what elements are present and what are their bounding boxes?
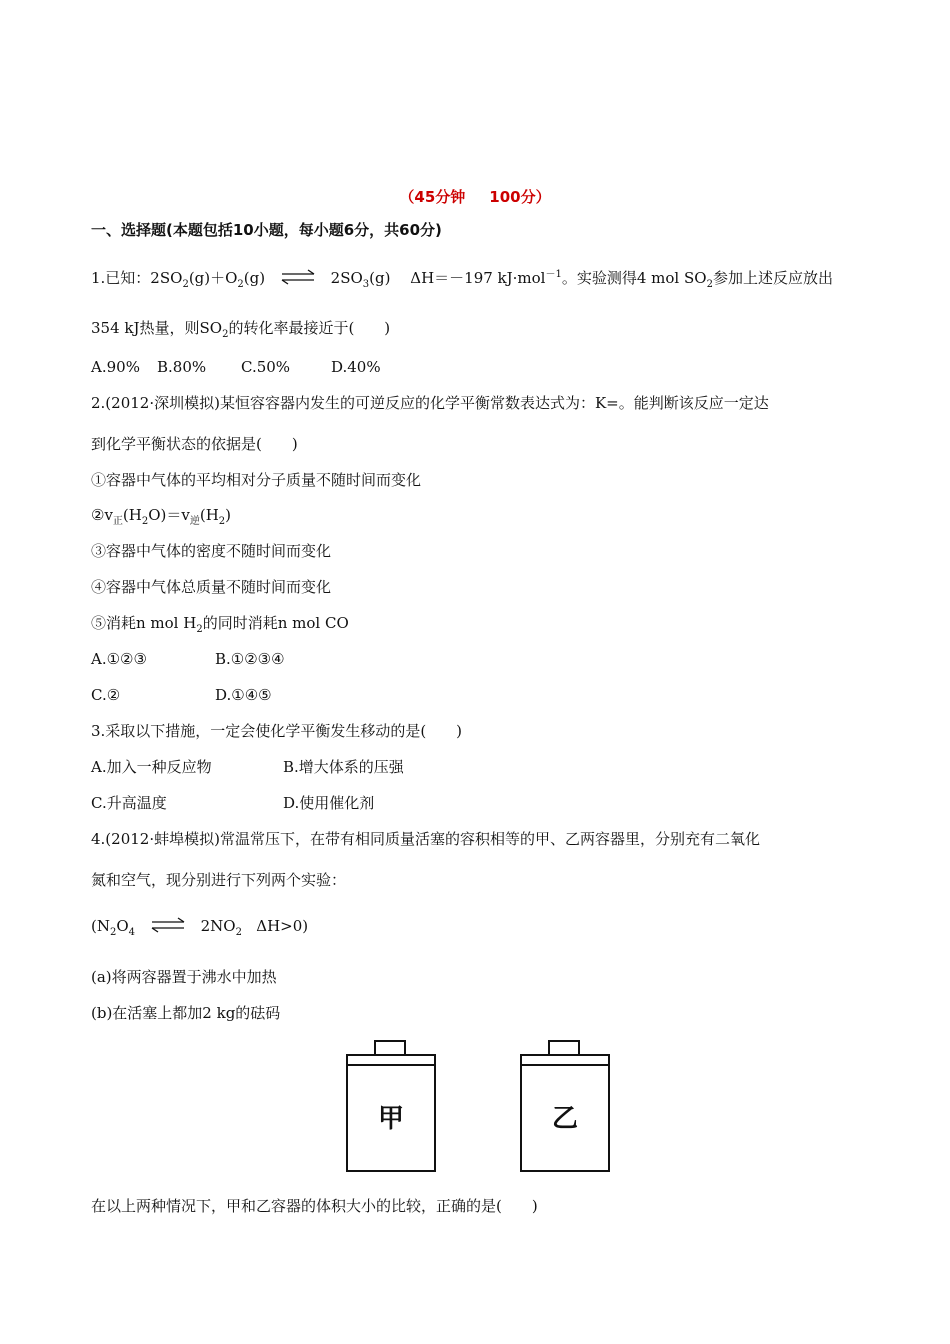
option-b: B.增大体系的压强 <box>283 758 404 776</box>
question-1-options <box>91 357 381 377</box>
statement-4: ④容器中气体总质量不随时间而变化 <box>91 578 332 596</box>
title-time: （45分钟 <box>399 188 466 206</box>
option-c: C.50% <box>241 358 291 376</box>
option-d: D.①④⑤ <box>215 686 272 704</box>
reversible-arrow-icon <box>148 915 188 935</box>
option-a: A.90% <box>91 358 140 376</box>
statement-2: $②v_正(H_2O)=v_逆(H_2)$ <box>91 506 232 527</box>
experiment-b: (b)在活塞上都加2 kg的砝码 <box>91 1004 281 1022</box>
question-3-line-1: 3.采取以下措施，一定会使化学平衡发生移动的是( ) <box>91 722 463 740</box>
container-yi <box>520 1040 610 1172</box>
statement-5: ⑤消耗n mol $H_2$的同时消耗n mol CO <box>91 614 349 635</box>
question-3-options-row-1 <box>91 757 404 777</box>
experiment-a: (a)将两容器置于沸水中加热 <box>91 968 277 986</box>
question-2-line-1: 2.(2012·深圳模拟)某恒容容器内发生的可逆反应的化学平衡常数表达式为：K=。能判断该反应一定达 <box>91 394 769 412</box>
question-4-line-1: 4.(2012·蚌埠模拟)常温常压下，在带有相同质量活塞的容积相等的甲、乙两容器里，分别充有二氧化 <box>91 830 760 848</box>
question-2-line-2: 到化学平衡状态的依据是( ) <box>91 435 298 453</box>
option-c: C.② <box>91 686 121 704</box>
page-title <box>0 186 950 207</box>
option-d: D.使用催化剂 <box>283 794 375 812</box>
option-b: B.80% <box>157 358 207 376</box>
question-2-options-row-2 <box>91 685 272 705</box>
container-label: 甲 <box>377 1104 404 1134</box>
option-d: D.40% <box>331 358 381 376</box>
container-label: 乙 <box>551 1104 578 1134</box>
question-1-line-2: 354 kJ热量，则$SO_2$的转化率最接近于( ) <box>91 319 391 340</box>
title-score: 100分） <box>489 188 551 206</box>
statement-1: ①容器中气体的平均相对分子质量不随时间而变化 <box>91 471 422 489</box>
question-4-prompt: 在以上两种情况下，甲和乙容器的体积大小的比较，正确的是( ) <box>91 1197 538 1215</box>
question-4-line-2: 氮和空气，现分别进行下列两个实验： <box>91 871 347 889</box>
question-3-options-row-2 <box>91 793 374 813</box>
reversible-arrow-icon <box>278 267 318 287</box>
option-b: B.①②③④ <box>215 650 285 668</box>
question-4-equation: ($N_2O_4$ $2NO_2$ ΔH>0) <box>91 917 309 938</box>
option-c: C.升高温度 <box>91 794 167 812</box>
question-1-line-1: 1.已知：$2SO_2(g)+O_2(g)$ $2SO_3(g)$ ΔH＝－197 kJ·mol$^{-1}$。实验测得4 mol $SO_2$参加上述反应放出 <box>91 269 833 290</box>
option-a: A.①②③ <box>91 650 147 668</box>
section-heading: 一、选择题(本题包括10小题，每小题6分，共60分) <box>91 221 442 239</box>
container-jia <box>346 1040 436 1172</box>
question-2-options-row-1 <box>91 649 285 669</box>
statement-3: ③容器中气体的密度不随时间而变化 <box>91 542 332 560</box>
option-a: A.加入一种反应物 <box>91 758 212 776</box>
